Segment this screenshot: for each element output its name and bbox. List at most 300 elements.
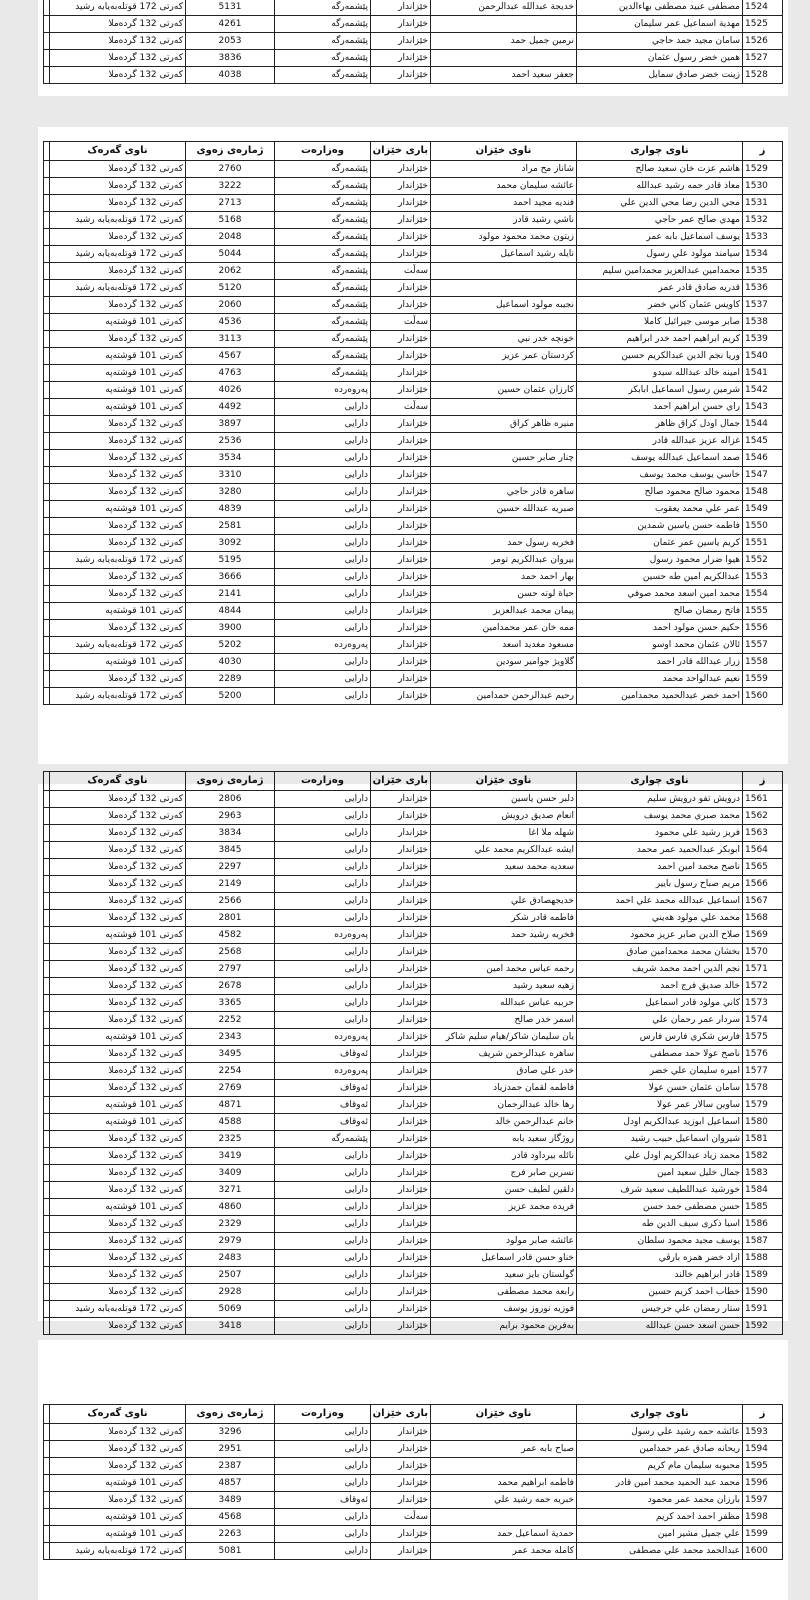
full-name-cell: محمد صبري محمد يوسف (577, 808, 743, 825)
row-number: 1584 (743, 1182, 783, 1199)
edge-cell (44, 518, 50, 535)
full-name-cell: عبدالكريم امين طه حسين (577, 569, 743, 586)
edge-cell (44, 772, 50, 791)
ministry-cell: دارایی (275, 450, 371, 467)
table-row (44, 842, 783, 859)
plot-number-cell: 4860 (186, 1199, 275, 1216)
plot-number-cell: 4839 (186, 501, 275, 518)
plot-number-cell: 2060 (186, 297, 275, 314)
family-name-cell (431, 433, 577, 450)
column-header-name: ناوی چواری (577, 1405, 743, 1424)
ministry-cell: دارایی (275, 433, 371, 450)
edge-cell (44, 1475, 50, 1492)
marital-status-cell: خێزاندار (371, 229, 431, 246)
ministry-cell: دارایی (275, 1543, 371, 1560)
edge-cell (44, 433, 50, 450)
full-name-cell: صمد اسماعيل عبدالله يوسف (577, 450, 743, 467)
family-name-cell: پيمان محمد عبدالعزيز (431, 603, 577, 620)
district-cell: کەرتی 101 قوشتەپە (50, 1097, 186, 1114)
edge-cell (44, 450, 50, 467)
ministry-cell: دارایی (275, 688, 371, 705)
ministry-cell: دارایی (275, 416, 371, 433)
family-name-cell: ساهره عبدالرحمن شريف (431, 1046, 577, 1063)
plot-number-cell: 2581 (186, 518, 275, 535)
district-cell: کەرتی 172 قوتلەبەیابە رشید (50, 1301, 186, 1318)
ministry-cell: ئەوقاف (275, 1080, 371, 1097)
row-number: 1537 (743, 297, 783, 314)
full-name-cell: نجم الدين احمد محمد شريف (577, 961, 743, 978)
district-cell: کەرتی 132 گردەملا (50, 67, 186, 84)
plot-number-cell: 2801 (186, 910, 275, 927)
ministry-cell: ئەوقاف (275, 1492, 371, 1509)
edge-cell (44, 620, 50, 637)
edge-cell (44, 1301, 50, 1318)
edge-cell (44, 1233, 50, 1250)
table-body (44, 161, 783, 705)
row-number: 1586 (743, 1216, 783, 1233)
row-number: 1541 (743, 365, 783, 382)
district-cell: کەرتی 132 گردەملا (50, 161, 186, 178)
ministry-cell: دارایی (275, 1441, 371, 1458)
edge-cell (44, 142, 50, 161)
family-name-cell: شهله ملا اغا (431, 825, 577, 842)
family-name-cell: كارزان عثمان حسين (431, 382, 577, 399)
header-row (44, 1405, 783, 1424)
ministry-cell: پێشمەرگە (275, 280, 371, 297)
marital-status-cell: خێزاندار (371, 1233, 431, 1250)
row-number: 1558 (743, 654, 783, 671)
edge-cell (44, 50, 50, 67)
table-row (44, 1543, 783, 1560)
full-name-cell: محبوبه سليمان مام كريم (577, 1458, 743, 1475)
full-name-cell: يوسف اسماعيل بابه عمر (577, 229, 743, 246)
edge-cell (44, 995, 50, 1012)
family-name-cell: ناشي رشيد قادر (431, 212, 577, 229)
district-cell: کەرتی 132 گردەملا (50, 1492, 186, 1509)
table-row (44, 688, 783, 705)
table-row (44, 603, 783, 620)
ministry-cell: دارایی (275, 876, 371, 893)
row-number: 1554 (743, 586, 783, 603)
full-name-cell: علي جميل مشير امين (577, 1526, 743, 1543)
edge-cell (44, 791, 50, 808)
edge-cell (44, 842, 50, 859)
row-number: 1565 (743, 859, 783, 876)
full-name-cell: وريا نجم الدين عبدالكريم حسين (577, 348, 743, 365)
row-number: 1553 (743, 569, 783, 586)
full-name-cell: مظفر احمد احمد كريم (577, 1509, 743, 1526)
ministry-cell: دارایی (275, 1526, 371, 1543)
district-cell: کەرتی 132 گردەملا (50, 1131, 186, 1148)
column-header-ba: باری خێزان (371, 1405, 431, 1424)
district-cell: کەرتی 132 گردەملا (50, 535, 186, 552)
edge-cell (44, 654, 50, 671)
full-name-cell: حسن اسعد حسن عبدالله (577, 1318, 743, 1335)
edge-cell (44, 1284, 50, 1301)
edge-cell (44, 195, 50, 212)
full-name-cell: حكيم حسن مولود احمد (577, 620, 743, 637)
family-name-cell: فوزيه نوروز يوسف (431, 1301, 577, 1318)
plot-number-cell: 4492 (186, 399, 275, 416)
family-name-cell: حمدية اسماعيل حمد (431, 1526, 577, 1543)
edge-cell (44, 1509, 50, 1526)
edge-cell (44, 552, 50, 569)
table-row (44, 1424, 783, 1441)
table-row (44, 995, 783, 1012)
marital-status-cell: خێزاندار (371, 859, 431, 876)
plot-number-cell: 3534 (186, 450, 275, 467)
plot-number-cell: 5168 (186, 212, 275, 229)
table-body (44, 1424, 783, 1560)
district-cell: کەرتی 172 قوتلەبەیابە رشید (50, 552, 186, 569)
plot-number-cell: 2387 (186, 1458, 275, 1475)
marital-status-cell: خێزاندار (371, 808, 431, 825)
plot-number-cell: 2062 (186, 263, 275, 280)
full-name-cell: كريم ياسين عمر عثمان (577, 535, 743, 552)
edge-cell (44, 927, 50, 944)
table-row (44, 1441, 783, 1458)
full-name-cell: عبدالحمد محمد علي مصطفى (577, 1543, 743, 1560)
full-name-cell: درويش تفو درويش سليم (577, 791, 743, 808)
table-header (44, 142, 783, 161)
row-number: 1564 (743, 842, 783, 859)
family-name-cell: خديجة عبدالله عبدالرحمن (431, 0, 577, 16)
row-number: 1583 (743, 1165, 783, 1182)
ministry-cell: دارایی (275, 1182, 371, 1199)
row-number: 1539 (743, 331, 783, 348)
column-header-gr: ناوی گەرەک (50, 1405, 186, 1424)
family-name-cell (431, 50, 577, 67)
ministry-cell: دارایی (275, 1475, 371, 1492)
district-cell: کەرتی 132 گردەملا (50, 1441, 186, 1458)
table-row (44, 178, 783, 195)
marital-status-cell: خێزاندار (371, 876, 431, 893)
marital-status-cell: خێزاندار (371, 1318, 431, 1335)
marital-status-cell: سەڵت (371, 1509, 431, 1526)
plot-number-cell: 4536 (186, 314, 275, 331)
marital-status-cell: خێزاندار (371, 1080, 431, 1097)
full-name-cell: ئالان عثمان محمد اوسو (577, 637, 743, 654)
family-name-cell: رحمه عباس محمد امين (431, 961, 577, 978)
edge-cell (44, 348, 50, 365)
full-name-cell: عمر علي محمد يعقوب (577, 501, 743, 518)
edge-cell (44, 263, 50, 280)
marital-status-cell: خێزاندار (371, 535, 431, 552)
marital-status-cell: خێزاندار (371, 195, 431, 212)
plot-number-cell: 2678 (186, 978, 275, 995)
row-number: 1532 (743, 212, 783, 229)
edge-cell (44, 1267, 50, 1284)
full-name-cell: كاني مولود قادر اسماعيل (577, 995, 743, 1012)
marital-status-cell: خێزاندار (371, 161, 431, 178)
edge-cell (44, 1318, 50, 1335)
row-number: 1585 (743, 1199, 783, 1216)
row-number: 1573 (743, 995, 783, 1012)
plot-number-cell: 4582 (186, 927, 275, 944)
row-number: 1574 (743, 1012, 783, 1029)
plot-number-cell: 4038 (186, 67, 275, 84)
family-name-cell: سعديه محمد سعيد (431, 859, 577, 876)
row-number: 1552 (743, 552, 783, 569)
marital-status-cell: خێزاندار (371, 1216, 431, 1233)
plot-number-cell: 3897 (186, 416, 275, 433)
column-header-zm: ژمارەی زەوی (186, 142, 275, 161)
marital-status-cell: خێزاندار (371, 33, 431, 50)
marital-status-cell: خێزاندار (371, 0, 431, 16)
full-name-cell: نعيم عبدالواحد محمد (577, 671, 743, 688)
family-name-cell: مسعود مغديد اسعد (431, 637, 577, 654)
column-header-wz: وەزارەت (275, 1405, 371, 1424)
marital-status-cell: خێزاندار (371, 331, 431, 348)
district-cell: کەرتی 132 گردەملا (50, 229, 186, 246)
row-number: 1560 (743, 688, 783, 705)
family-name-cell: انعام صديق درويش (431, 808, 577, 825)
edge-cell (44, 229, 50, 246)
row-number: 1592 (743, 1318, 783, 1335)
district-cell: کەرتی 132 گردەملا (50, 586, 186, 603)
ministry-cell: پەروەردە (275, 1029, 371, 1046)
plot-number-cell: 5120 (186, 280, 275, 297)
family-name-cell (431, 1216, 577, 1233)
ministry-cell: دارایی (275, 944, 371, 961)
marital-status-cell: خێزاندار (371, 1012, 431, 1029)
full-name-cell: صابر موسى جيرائيل كاملا (577, 314, 743, 331)
ministry-cell: دارایی (275, 501, 371, 518)
marital-status-cell: خێزاندار (371, 365, 431, 382)
edge-cell (44, 1148, 50, 1165)
table-row (44, 518, 783, 535)
plot-number-cell: 3845 (186, 842, 275, 859)
full-name-cell: سامان عثمان حسن عولا (577, 1080, 743, 1097)
land-register-table (43, 771, 783, 1335)
full-name-cell: ساوين سالار عمر عولا (577, 1097, 743, 1114)
row-number: 1569 (743, 927, 783, 944)
edge-cell (44, 331, 50, 348)
full-name-cell: ناصح محمد امين احمد (577, 859, 743, 876)
row-number: 1575 (743, 1029, 783, 1046)
ministry-cell: دارایی (275, 484, 371, 501)
edge-cell (44, 1199, 50, 1216)
district-cell: کەرتی 132 گردەملا (50, 808, 186, 825)
full-name-cell: قادر ابراهيم خالند (577, 1267, 743, 1284)
family-name-cell: چنار صابر حسين (431, 450, 577, 467)
ministry-cell: دارایی (275, 1148, 371, 1165)
district-cell: کەرتی 132 گردەملا (50, 1165, 186, 1182)
table-row (44, 416, 783, 433)
full-name-cell: خالد صديق فرج احمد (577, 978, 743, 995)
ministry-cell: دارایی (275, 791, 371, 808)
ministry-cell: پێشمەرگە (275, 50, 371, 67)
row-number: 1540 (743, 348, 783, 365)
marital-status-cell: خێزاندار (371, 927, 431, 944)
plot-number-cell: 2507 (186, 1267, 275, 1284)
row-number: 1551 (743, 535, 783, 552)
marital-status-cell: خێزاندار (371, 50, 431, 67)
edge-cell (44, 944, 50, 961)
row-number: 1577 (743, 1063, 783, 1080)
row-number: 1555 (743, 603, 783, 620)
family-name-cell: نايله رشيد اسماعيل (431, 246, 577, 263)
table-row (44, 1284, 783, 1301)
family-name-cell: خانم عبدالرحمن خالد (431, 1114, 577, 1131)
marital-status-cell: خێزاندار (371, 637, 431, 654)
row-number: 1576 (743, 1046, 783, 1063)
header-row (44, 142, 783, 161)
marital-status-cell: خێزاندار (371, 1046, 431, 1063)
ministry-cell: دارایی (275, 671, 371, 688)
table-row (44, 620, 783, 637)
family-name-cell (431, 399, 577, 416)
row-number: 1548 (743, 484, 783, 501)
column-header-no: ز (743, 1405, 783, 1424)
full-name-cell: كاويس عثمان كاني خضر (577, 297, 743, 314)
table-row (44, 501, 783, 518)
district-cell: کەرتی 172 قوتلەبەیابە رشید (50, 688, 186, 705)
row-number: 1570 (743, 944, 783, 961)
table-row (44, 246, 783, 263)
plot-number-cell: 2252 (186, 1012, 275, 1029)
marital-status-cell: خێزاندار (371, 1526, 431, 1543)
family-name-cell: اسمر خدر صالح (431, 1012, 577, 1029)
table-row (44, 1318, 783, 1335)
table-row (44, 1216, 783, 1233)
district-cell: کەرتی 101 قوشتەپە (50, 1526, 186, 1543)
row-number: 1524 (743, 0, 783, 16)
full-name-cell: حسن مصطفى حمد حسن (577, 1199, 743, 1216)
family-name-cell (431, 280, 577, 297)
column-header-wz: وەزارەت (275, 142, 371, 161)
full-name-cell: محمد امين اسعد محمد صوفي (577, 586, 743, 603)
ministry-cell: پێشمەرگە (275, 0, 371, 16)
full-name-cell: جمال اودل كراق ظاهر (577, 416, 743, 433)
document-page (38, 127, 788, 764)
marital-status-cell: خێزاندار (371, 1424, 431, 1441)
district-cell: کەرتی 132 گردەملا (50, 910, 186, 927)
family-name-cell: منيره ظاهر كراق (431, 416, 577, 433)
table-row (44, 893, 783, 910)
edge-cell (44, 1131, 50, 1148)
edge-cell (44, 416, 50, 433)
table-row (44, 314, 783, 331)
edge-cell (44, 569, 50, 586)
plot-number-cell: 5202 (186, 637, 275, 654)
table-row (44, 365, 783, 382)
family-name-cell: صباح بابه عمر (431, 1441, 577, 1458)
marital-status-cell: خێزاندار (371, 995, 431, 1012)
edge-cell (44, 535, 50, 552)
district-cell: کەرتی 101 قوشتەپە (50, 1199, 186, 1216)
plot-number-cell: 4030 (186, 654, 275, 671)
family-name-cell: عائشه سليمان محمد (431, 178, 577, 195)
ministry-cell: پێشمەرگە (275, 161, 371, 178)
marital-status-cell: خێزاندار (371, 348, 431, 365)
ministry-cell: پێشمەرگە (275, 365, 371, 382)
plot-number-cell: 2048 (186, 229, 275, 246)
row-number: 1595 (743, 1458, 783, 1475)
marital-status-cell: خێزاندار (371, 569, 431, 586)
column-header-wz: وەزارەت (275, 772, 371, 791)
ministry-cell: پێشمەرگە (275, 314, 371, 331)
ministry-cell: پێشمەرگە (275, 1131, 371, 1148)
family-name-cell (431, 671, 577, 688)
table-row (44, 927, 783, 944)
edge-cell (44, 1405, 50, 1424)
district-cell: کەرتی 172 قوتلەبەیابە رشید (50, 637, 186, 654)
table-row (44, 978, 783, 995)
marital-status-cell: خێزاندار (371, 501, 431, 518)
edge-cell (44, 212, 50, 229)
edge-cell (44, 1080, 50, 1097)
table-body (44, 0, 783, 84)
edge-cell (44, 1526, 50, 1543)
plot-number-cell: 2329 (186, 1216, 275, 1233)
family-name-cell (431, 365, 577, 382)
plot-number-cell: 2141 (186, 586, 275, 603)
column-header-name: ناوی چواری (577, 142, 743, 161)
row-number: 1531 (743, 195, 783, 212)
edge-cell (44, 637, 50, 654)
family-name-cell: زيتون محمد محمود مولود (431, 229, 577, 246)
ministry-cell: دارایی (275, 620, 371, 637)
land-register-table (43, 141, 783, 705)
family-name-cell: فاطمه لقمان حمدزياد (431, 1080, 577, 1097)
land-register-table (43, 1404, 783, 1560)
marital-status-cell: سەڵت (371, 399, 431, 416)
edge-cell (44, 67, 50, 84)
full-name-cell: سيامند مولود علي رسول (577, 246, 743, 263)
plot-number-cell: 5044 (186, 246, 275, 263)
plot-number-cell: 2713 (186, 195, 275, 212)
plot-number-cell: 3365 (186, 995, 275, 1012)
table-body (44, 791, 783, 1335)
district-cell: کەرتی 132 گردەملا (50, 16, 186, 33)
marital-status-cell: خێزاندار (371, 620, 431, 637)
plot-number-cell: 5131 (186, 0, 275, 16)
table-row (44, 1458, 783, 1475)
header-row (44, 772, 783, 791)
district-cell: کەرتی 101 قوشتەپە (50, 603, 186, 620)
row-number: 1566 (743, 876, 783, 893)
row-number: 1542 (743, 382, 783, 399)
district-cell: کەرتی 132 گردەملا (50, 195, 186, 212)
district-cell: کەرتی 101 قوشتەپە (50, 1114, 186, 1131)
marital-status-cell: خێزاندار (371, 1441, 431, 1458)
table-row (44, 0, 783, 16)
full-name-cell: مهدي صالح عمر حاجي (577, 212, 743, 229)
full-name-cell: مصطفى عبيد مصطفى بهاءالدين (577, 0, 743, 16)
plot-number-cell: 4844 (186, 603, 275, 620)
edge-cell (44, 1182, 50, 1199)
marital-status-cell: خێزاندار (371, 1475, 431, 1492)
plot-number-cell: 2483 (186, 1250, 275, 1267)
marital-status-cell: خێزاندار (371, 433, 431, 450)
district-cell: کەرتی 101 قوشتەپە (50, 501, 186, 518)
table-row (44, 654, 783, 671)
ministry-cell: پێشمەرگە (275, 263, 371, 280)
district-cell: کەرتی 101 قوشتەپە (50, 1475, 186, 1492)
full-name-cell: فارس شكري فارس فارس (577, 1029, 743, 1046)
family-name-cell: فخريه رسول حمد (431, 535, 577, 552)
full-name-cell: بخشان محمد محمدامين صادق (577, 944, 743, 961)
edge-cell (44, 1046, 50, 1063)
family-name-cell (431, 876, 577, 893)
marital-status-cell: خێزاندار (371, 1267, 431, 1284)
table-row (44, 50, 783, 67)
district-cell: کەرتی 132 گردەملا (50, 416, 186, 433)
plot-number-cell: 2951 (186, 1441, 275, 1458)
district-cell: کەرتی 101 قوشتەپە (50, 927, 186, 944)
district-cell: کەرتی 132 گردەملا (50, 825, 186, 842)
